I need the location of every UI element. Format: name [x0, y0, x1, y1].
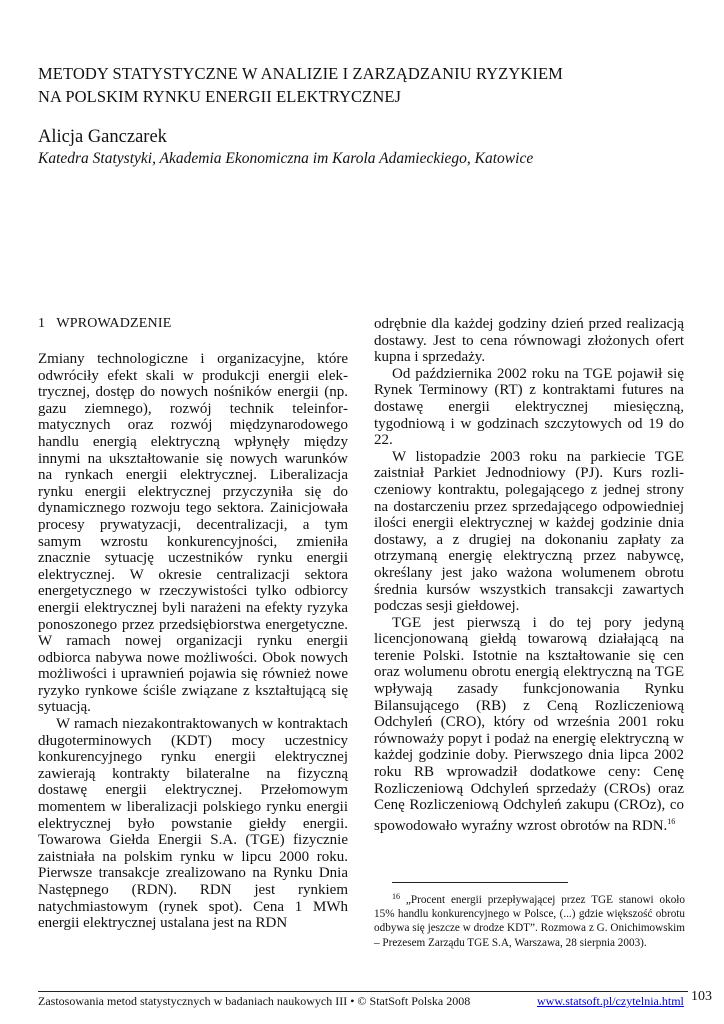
author-name: Alicja Ganczarek [38, 127, 167, 147]
footnote-separator [392, 882, 568, 883]
footer-text: Zastosowania metod statystycznych w badaniach naukowych III • © StatSoft Polska 2008 [38, 994, 471, 1008]
footnote-number: 16 [392, 892, 400, 901]
page-number: 103 [691, 989, 712, 1004]
right-column [374, 316, 684, 834]
section-title: WPROWADZENIE [56, 316, 172, 331]
footer-link[interactable]: www.statsoft.pl/czytelnia.html [537, 994, 684, 1008]
paragraph: Zmiany technologiczne i organizacyjne, które odwróciły efekt skali w produkcji energii elektrycznej, dostęp do nowych nośników energii (np. gazu ziemnego), rozwój technik teleinformatycznych oraz rozwój międzynarodowego handlu energią elektryczną wpłynęły między innymi na ukształtowanie się nowych warunków na rynkach energii elektrycznej. Liberalizacja rynku energii elektrycznej przyczyniła się do dynamicznego rozwoju tego sektora. Zainicjowała procesy prywatyzacji, decentralizacji, a tym samym wzrostu konkurencyjności, zmieniła znacznie sytuację uczestników rynku energii elektrycznej. W okresie centralizacji sektora energetycznego w rzeczywistości tylko odbiorcy energii elektrycznej byli narażeni na efekty ryzyka ponoszonego przez przedsiębiorstwa energetyczne. W ramach nowej organizacji rynku energii odbiorca nabywa nowe możliwości. Obok nowych możliwości i uprawnień pojawia się również nowe ryzyko rynkowe ściśle związane z kształtującą się sytuacją. [38, 351, 348, 716]
left-column [38, 316, 348, 932]
paragraph: W ramach niezakontraktowanych w kontraktach długoterminowych (KDT) mocy uczestnicy konkurencyjnego rynku energii elektrycznej zawierają kontrakty bilateralne na fizyczną dostawę energii elektrycznej. Przełomowym momentem w liberalizacji polskiego rynku energii elektrycznej było powstanie giełdy energii. Towarowa Giełda Energii S.A. (TGE) fizycznie zaistniała na polskim rynku w lipcu 2000 roku. Pierwsze transakcje zrealizowano na Rynku Dnia Następnego (RDN). RDN jest rynkiem natychmiastowym (rynek spot). Cena 1 MWh energii elektrycznej ustalana jest na RDN [38, 716, 348, 932]
paragraph [374, 615, 684, 835]
author-affiliation: Katedra Statystyki, Akademia Ekonomiczna im Karola Adamieckiego, Katowice [38, 150, 534, 167]
paragraph: Od października 2002 roku na TGE pojawił się Rynek Terminowy (RT) z kontraktami futures na dostawę energii elektrycznej miesięczną, tygodniową i w godzinach szczytowych od 19 do 22. [374, 365, 684, 449]
section-heading [38, 316, 348, 333]
title-line-1: METODY STATYSTYCZNE W ANALIZIE I ZARZĄDZANIU RYZYKIEM [38, 64, 563, 83]
footnote-text: „Procent energii przepływającej przez TGE stanowi około 15% handlu konkurencyjnego w Polsce, (...) gdzie większość obrotu odbywa się jeszcze w drodze KDT”. Rozmowa z G. Onichimowskim – Prezesem Zarządu TGE S.A, Warszawa, 28 sierpnia 2003). [374, 894, 686, 949]
paragraph: odrębnie dla każdej godziny dzień przed realizacją dostawy. Jest to cena równowagi złożonych ofert kupna i sprzedaży. [374, 316, 684, 366]
footnote-reference[interactable]: 16 [667, 816, 676, 826]
paragraph: W listopadzie 2003 roku na parkiecie TGE zaistniał Parkiet Jednodniowy (PJ). Kurs rozliczeniowy kontraktu, polegającego z jednej strony na dostarczeniu przez sprzedającego odpowiedniej ilości energii elektrycznej w każdej godzinie dnia dostawy, a z drugiej na dokonaniu zapłaty za otrzymaną energię elektryczną przez nabywcę, określany jest jako ważona wolumenem obrotu średnia kursów wszystkich transakcji zawartych podczas sesji giełdowej. [374, 448, 684, 615]
paper-title [38, 62, 698, 108]
title-line-2: NA POLSKIM RYNKU ENERGII ELEKTRYCZNEJ [38, 87, 402, 106]
section-number: 1 [38, 316, 46, 331]
paragraph-text: TGE jest pierwszą i do tej pory jedyną licencjonowaną giełdą towarową działającą na terenie Polski. Istotnie na kształtowanie się cen oraz wolumenu obrotu energią elektryczną na TGE wpływają zasady funkcjonowania Rynku Bilansującego (RB) z Ceną Rozliczeniową Odchyleń (CRO), który od września 2001 roku równoważy popyt i podaż na energię elektryczną w każdej godzinie doby. Pierwszego dnia lipca 2002 roku RB wprowadził dodatkowe ceny: Cenę Rozliczeniową Odchyleń sprzedaży (CROs) oraz Cenę Rozliczeniową Odchyleń zakupu (CROz), co spowodowało wyraźny wzrost obrotów na RDN. [374, 614, 684, 834]
footnote [374, 890, 685, 950]
footer-divider [38, 991, 688, 992]
